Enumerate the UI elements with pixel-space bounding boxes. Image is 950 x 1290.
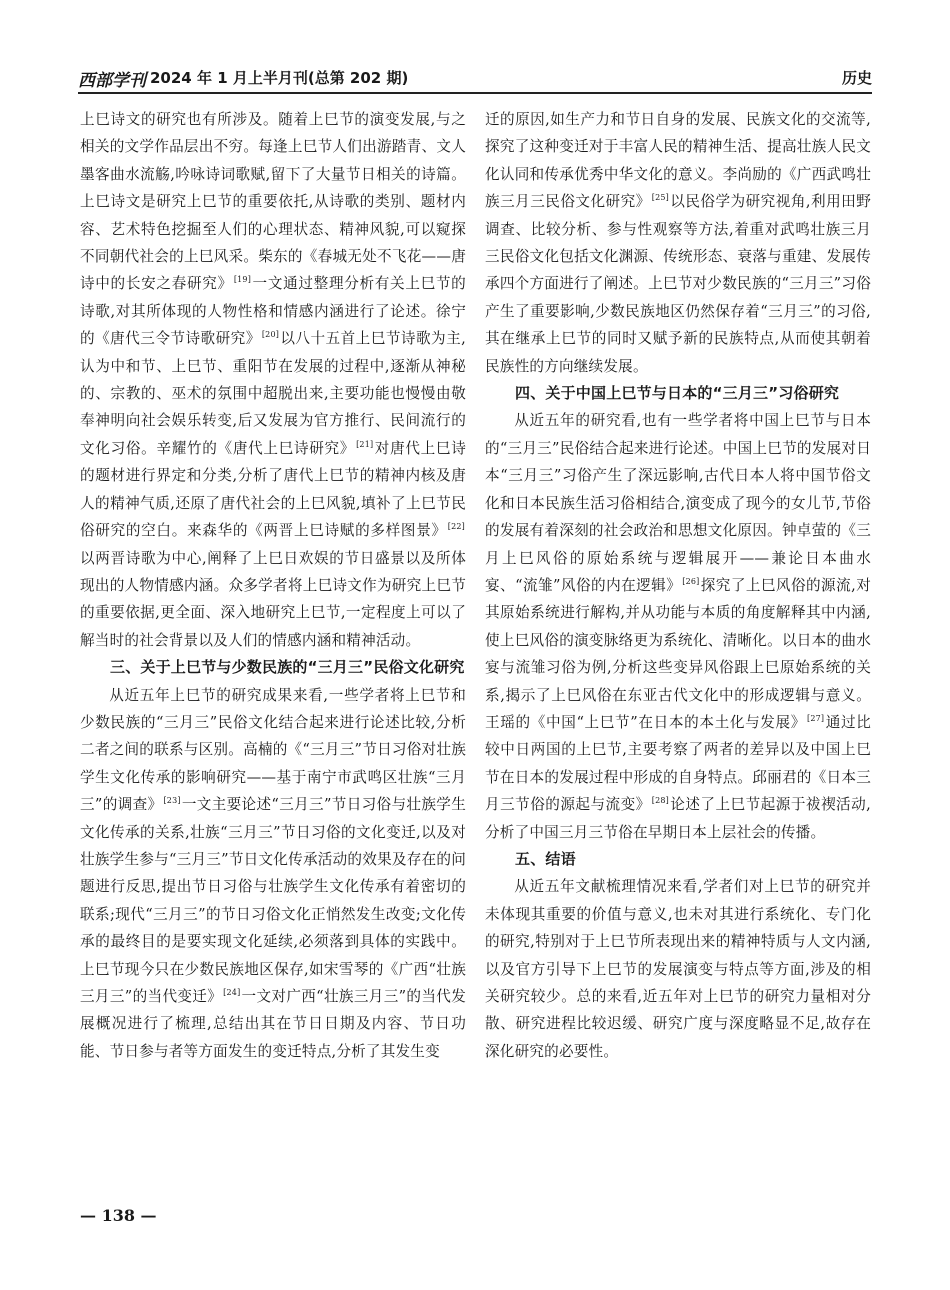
paragraph: 从近五年上巳节的研究成果来看,一些学者将上巳节和少数民族的“三月三”民俗文化结合起来进行论述比较,分析二者之间的联系与区别。高楠的《“三月三”节日习俗对壮族学生文化传承的影响研究——基于南宁市武鸣区壮族“三月三”的调查》[23]一文主要论述“三月三”节日习俗与壮族学生文化传承的关系,壮族“三月三”节日习俗的文化变迁,以及对壮族学生参与“三月三”节日文化传承活动的效果及存在的问题进行反思,提出节日习俗与壮族学生文化传承有着密切的联系;现代“三月三”的节日习俗文化正悄然发生改变;文化传承的最终目的是要实现文化延续,必须落到具体的实践中。上巳节现今只在少数民族地区保存,如宋雪琴的《广西“壮族三月三”的当代变迁》[24]一文对广西“壮族三月三”的当代发展概况进行了梳理,总结出其在节日日期及内容、节日功能、节日参与者等方面发生的变迁特点,分析了其发生变 bbox=[80, 686, 467, 1060]
paragraph: 迁的原因,如生产力和节日自身的发展、民族文化的交流等,探究了这种变迁对于丰富人民的精神生活、提高壮族人民文化认同和传承优秀中华文化的意义。李尚励的《广西武鸣壮族三月三民俗文化研究》[25]以民俗学为研究视角,利用田野调查、比较分析、参与性观察等方法,着重对武鸣壮族三月三民俗文化包括文化渊源、传统形态、衰落与重建、发展传承四个方面进行了阐述。上巳节对少数民族的“三月三”习俗产生了重要影响,少数民族地区仍然保存着“三月三”的习俗,其在继承上巳节的同时又赋予新的民族特点,从而使其朝着民族性的方向继续发展。 bbox=[485, 111, 872, 375]
issue-info: 2024 年 1 月上半月刊(总第 202 期) bbox=[150, 69, 409, 87]
paragraph: 从近五年文献梳理情况来看,学者们对上巳节的研究并未体现其重要的价值与意义,也未对其进行系统化、专门化的研究,特别对于上巳节所表现出来的精神特质与人文内涵,以及官方引导下上巳节的发展演变与特点等方面,涉及的相关研究较少。总的来看,近五年对上巳节的研究力量相对分散、研究进程比较迟缓、研究广度与深度略显不足,故存在深化研究的必要性。 bbox=[485, 878, 871, 1060]
citation-ref: [28] bbox=[651, 796, 669, 806]
citation-ref: [24] bbox=[223, 988, 241, 997]
section-label: 历史 bbox=[841, 69, 872, 87]
citation-ref: [27] bbox=[807, 713, 825, 723]
paragraph: 上巳诗文的研究也有所涉及。随着上巳节的演变发展,与之相关的文学作品层出不穷。每逢上巳节人们出游踏青、文人墨客曲水流觞,吟咏诗词歌赋,留下了大量节日相关的诗篇。上巳诗文是研究上巳节的重要依托,从诗歌的类别、题材内容、艺术特色挖掘至人们的心理状态、精神风貌,可以窥探不同朝代社会的上巳风采。柴东的《春城无处不飞花——唐诗中的长安之春研究》[19]一文通过整理分析有关上巳节的诗歌,对其所体现的人物性格和情感内涵进行了论述。徐宁的《唐代三令节诗歌研究》[20]以八十五首上巳节诗歌为主,认为中和节、上巳节、重阳节在发展的过程中,逐渐从神秘的、宗教的、巫术的氛围中超脱出来,主要功能也慢慢由敬奉神明向社会娱乐转变,后又发展为官方推行、民间流行的文化习俗。辛耀竹的《唐代上巳诗研究》[21]对唐代上巳诗的题材进行界定和分类,分析了唐代上巳节的精神内核及唐人的精神气质,还原了唐代社会的上巳风貌,填补了上巳节民俗研究的空白。来森华的《两晋上巳诗赋的多样图景》[22]以两晋诗歌为中心,阐释了上巳日欢娱的节日盛景以及所体现出的人物情感内涵。众多学者将上巳诗文作为研究上巳节的重要依据,更全面、深入地研究上巳节,一定程度上可以了解当时的社会背景以及人们的情感内涵和精神活动。 bbox=[80, 111, 467, 649]
citation-ref: [25] bbox=[651, 193, 669, 203]
citation-ref: [21] bbox=[356, 439, 374, 449]
page-number: — 138 — bbox=[80, 1206, 157, 1225]
right-column bbox=[485, 106, 871, 1065]
citation-ref: [22] bbox=[447, 522, 465, 532]
page-header bbox=[78, 64, 872, 94]
section-heading-4: 四、关于中国上巳节与日本的“三月三”习俗研究 bbox=[515, 384, 840, 403]
citation-ref: [23] bbox=[163, 796, 181, 806]
citation-ref: [20] bbox=[261, 330, 280, 340]
citation-ref: [26] bbox=[682, 576, 700, 586]
citation-ref: [19] bbox=[233, 275, 252, 285]
journal-logo: 西部学刊 bbox=[78, 71, 146, 91]
left-column bbox=[80, 106, 466, 1065]
section-heading-3: 三、关于上巳节与少数民族的“三月三”民俗文化研究 bbox=[110, 658, 465, 677]
paragraph: 从近五年的研究看,也有一些学者将中国上巳节与日本的“三月三”民俗结合起来进行论述。中国上巳节的发展对日本“三月三”习俗产生了深远影响,古代日本人将中国节俗文化和日本民族生活习俗相结合,演变成了现今的女儿节,节俗的发展有着深刻的社会政治和思想文化原因。钟卓萤的《三月上巳风俗的原始系统与逻辑展开——兼论日本曲水宴、“流雏”风俗的内在逻辑》[26]探究了上巳风俗的源流,对其原始系统进行解构,并从功能与本质的角度解释其中内涵,使上巳风俗的演变脉络更为系统化、清晰化。以日本的曲水宴与流雏习俗为例,分析这些变异风俗跟上巳原始系统的关系,揭示了上巳风俗在东亚古代文化中的形成逻辑与意义。王瑶的《中国“上巳节”在日本的本土化与发展》[27]通过比较中日两国的上巳节,主要考察了两者的差异以及中国上巳节在日本的发展过程中形成的自身特点。邱丽君的《日本三月三节俗的源起与流变》[28]论述了上巳节起源于祓禊活动,分析了中国三月三节俗在早期日本上层社会的传播。 bbox=[485, 412, 872, 841]
section-heading-5: 五、结语 bbox=[515, 849, 576, 868]
